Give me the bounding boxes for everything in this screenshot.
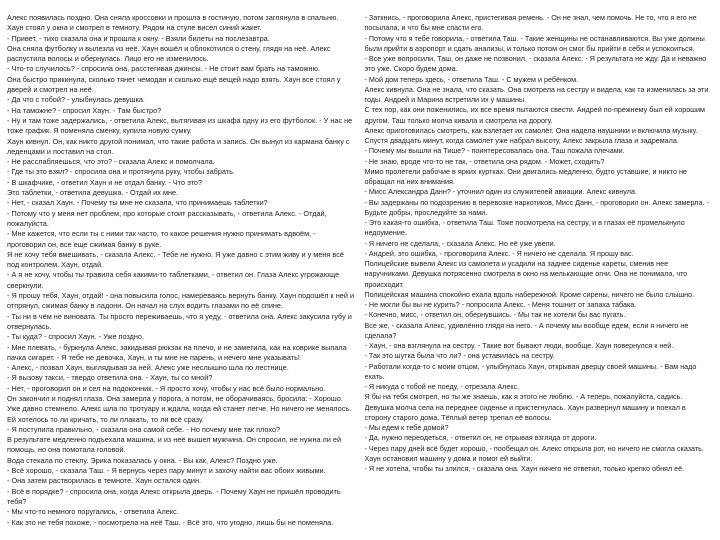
paragraph: - Я не хотела, чтобы ты злился, - сказала она. Хаун ничего не ответил, только крепко обнял её.	[364, 464, 685, 473]
paragraph: - Не знаю, вроде что-то не так, - ответила она рядом. - Может, сходить?	[364, 156, 605, 166]
paragraph: Я бы на тебя смотрел, но ты же знаешь, как я этого не люблю. - А теперь, пожалуйста, садись.	[364, 392, 683, 402]
paragraph: Полицейские вывели Алекс из самолета и усадили на заднее сиденье кареты, сменив нее наручниками. Девушка потрясенно смотрела в окно на мелькающие огни. Она не понимала, что происходит.	[364, 259, 688, 289]
paragraph: - Хаун, - она взглянула на сестру. - Такие вот бывают люди, вообще. Хаун повернулся к ней.	[364, 341, 674, 350]
paragraph: - Почему мы вышли на Тише? - поинтересовалась она. Таш пожала плечами.	[364, 146, 625, 156]
paragraph: - Да что с тобой? - улыбнулась девушка.	[7, 95, 145, 105]
paragraph: Уже давно стемнело. Алекс шла по тротуару и ждала, когда ей станет легче. Но ничего не менялось. Ей хотелось то ли кричать, то ли плакать, то ли всё сразу.	[7, 404, 352, 424]
paragraph: Я не хочу тебя вмешивать, - сказала Алекс. - Тебе не нужно. Я уже давно с этим живу и у меня всё под контролем. Хаун, отдай.	[7, 249, 344, 270]
paragraph: - Где ты это взял? - спросила она и протянула руку, чтобы забрать.	[7, 167, 235, 177]
paragraph: - Потому что я тебе говорила, - ответила Таш. - Такие женщины не останавливаются. Вы уже должны были прийти в аэропорт и сдать анализы, и только потом он смог бы прийти в себя и успокоиться.	[364, 33, 705, 53]
paragraph: - Я поступила правильно, - сказала она самой себе. - Но почему мне так плохо?	[7, 424, 281, 434]
paragraph: - Мисс Александра Данн? - уточнил один из служителей авиации. Алекс кивнула.	[364, 187, 637, 197]
paragraph: - Что-то случилось? - спросила она, расстегивая джинсы. - Не стоит вам брать на таможню.	[7, 64, 320, 74]
paragraph: Все же, - сказала Алекс, удивлённо глядя на него. - А почему мы вообще едем, если я ничего не сделала?	[364, 320, 689, 340]
paragraph: - Мой дом теперь здесь, - ответила Таш. - С мужем и ребёнком.	[364, 74, 579, 84]
paragraph: - Да, нужно переодеться, - ответил он, не отрывая взгляда от дороги.	[364, 433, 597, 443]
paragraph: - Всё в порядке? - спросила она, когда Алекс открыла дверь. - Почему Хаун не пришёл проводить тебя?	[7, 486, 341, 506]
paragraph: - Потому что у меня нет проблем, про которые стоит рассказывать, - ответила Алекс. - Отдай, пожалуйста.	[7, 208, 327, 228]
paragraph: - Ты куда? - спросил Хаун. - Уже поздно.	[7, 332, 145, 342]
paragraph: Вода стекала по стеклу. Эрика показалась у окна. - Вы как, Алекс? Поздно уже.	[7, 455, 278, 465]
paragraph: - Она затем растворилась в темноте. Хаун остался один.	[7, 476, 202, 486]
paragraph: - Ну и там тоже задержались, - ответила Алекс, вытягивая из шкафа одну из его футболок. - У нас не тоже график. Я поменяла сменку, купила новую сумку.	[7, 115, 353, 136]
paragraph: Алекс кивнула. Она не знала, что сказать. Она смотрела на сестру и видела, как та изменилась за эти годы. Андрей и Марина встретили их у машины.	[364, 84, 709, 104]
paragraph: - А я не хочу, чтобы ты травила себя какими-то таблетками, - ответил он. Глаза Алекс угрожающе сверкнули.	[7, 270, 340, 290]
paragraph: - Я ничего не сделала, - сказала Алекс. Но её уже увели.	[364, 238, 556, 248]
paragraph: - Не расслабляешься, что это? - сказала Алекс и помолчала.	[7, 157, 215, 167]
paragraph: С тех пор, как они поженились, их все время пытаются свести. Андрей по-прежнему был ей хорошим другом. Таш только молча кивала и смотрела на дорогу.	[364, 105, 705, 125]
paragraph: - Все уже вопросили, Таш, он даже не позвонил, - сказала Алекс. - Я результата не жду. Да и неважно это уже. Скоро будем дома.	[364, 54, 707, 74]
paragraph: - Ты ни в чём не виновата. Ты просто переживаешь, что я уеду, - ответила она. Алекс закусила губу и отвернулась.	[7, 311, 352, 331]
paragraph: Мимо пролетели рабочие в ярких куртках. Они двигались медленно, будто уставшие, и никто не обращал на них внимания.	[364, 166, 687, 186]
paragraph: - Так это шутка была что ли? - она уставилась на сестру.	[364, 351, 555, 361]
paragraph: Это таблетки, - ответила девушка. - Отдай их мне.	[7, 188, 179, 198]
paragraph: - Привет, - тихо сказала она и прошла к окну. - Взяли билеты на послезавтра.	[7, 33, 270, 43]
paragraph: - На таможне? - спросил Хаун. - Там быстро?	[7, 105, 162, 115]
paragraph: - Мне кажется, что если ты с ними так часто, то какое решения нужно принимать вдвоём, - проговорил он, все еще сжимая банку в руке.	[7, 229, 316, 249]
left-text-column	[7, 13, 355, 534]
paragraph: - Я прошу тебя, Хаун, отдай! - она повысила голос, намереваясь вернуть банку. Хаун подошёл к ней и отпрянул, сжимая банку в ладони. Он начал на слух водить глазами по её спине.	[7, 291, 355, 311]
paragraph: - Нет, - сказал Хаун. - Почему ты мне не сказала, что принимаешь таблетки?	[7, 198, 268, 208]
paragraph: Она сняла футболку и вылезла из неё. Хаун вошёл и облокотился о стену, глядя на неё. Алекс распустила волосы и обернулась. Лицо его не изменилось.	[7, 43, 331, 64]
paragraph: Она быстро прикинула, сколько тянет чемодан и сколько ещё вещей надо взять. Хаун все стоял у дверей и смотрел на неё.	[7, 74, 341, 95]
paragraph: Алекс приготовилась смотреть, как взлетает их самолёт. Она надела наушники и включила музыку. Спустя двадцать минут, когда самолет уже набрал высоту, Алекс закрыла глаза и задремала.	[364, 125, 698, 145]
paragraph: - Всё хорошо, - сказала Таш. - Я вернусь через пару минут и захочу найти вас обоих живыми.	[7, 466, 326, 476]
paragraph: - Я вызову такси, - твердо ответила она. - Хаун, ты со мной?	[7, 373, 213, 383]
paragraph: - Нет, - проговорил он и сел на подоконник. - Я просто хочу, чтобы у нас всё было нормально.	[7, 383, 326, 393]
paragraph: - Как это не тебя похоже, - посмотрела на неё Таш. - Всё это, что угодно, лишь бы не поменяла.	[7, 517, 334, 527]
paragraph: Хаун кивнул. Он, как никто другой понимал, что такие работа и запись. Он вынул из кармана банку с леденцами и поставил на стол.	[7, 136, 350, 156]
paragraph: - Через пару дней всё будет хорошо, - пообещал он. Алекс открыла рот, но ничего не смогла сказать. Хаун остановил машину у дома и помог ей выйти.	[364, 443, 704, 463]
paragraph: - Это какая-то ошибка, - ответила Таш. Тоже посмотрела на сестру, и в глазах её промелькнуло недоумение.	[364, 218, 685, 238]
paragraph: В результате медленно подъехала машина, и из неё вышел мужчина. Он спросил, не нужна ли ей помощь, но она помотала головой.	[7, 435, 342, 455]
paragraph: Полицейская машина спокойно ехала вдоль набережной. Кроме сирены, ничего не было слышно.	[364, 289, 695, 299]
paragraph: Девушка молча села на переднее сиденье и пристегнулась. Хаун развернул машину и поехал в сторону старого дома. Тёплый ветер трепал её волосы.	[364, 402, 686, 422]
paragraph: - Мне плевать, - буркнула Алекс, закидывая рюкзак на плечо, и не заметила, как на коврике выпала пачка сигарет. - Я тебе не девочка, Хаун, и ты мне не парень, и нечего мне указывать!	[7, 342, 347, 362]
paragraph: - Вы задержаны по подозрению в перевозке наркотиков, Мисс Данн, - проговорил он. Алекс замерла. - Будьте добры, проследуйте за нами.	[364, 197, 709, 217]
paragraph: - Мы что-то немного поругались, - ответила Алекс.	[7, 507, 179, 517]
paragraph: Алекс появилась поздно. Она сняла кроссовки и прошла в гостиную, потом заглянула в спальню. Хаун стоял у окна и смотрел в темноту. Рядом на стуле висел синий жакет.	[7, 13, 339, 33]
paragraph: - Работали когда-то с моим отцом, - улыбнулась Хаун, открывая дверцу своей машины. - Вам надо ехать.	[364, 361, 697, 381]
paragraph: - Я никуда с тобой не поеду, - отрезала Алекс.	[364, 382, 520, 391]
paragraph: - Алекс, - позвал Хаун, выглядывая за ней. Алекс уже неслышно шла по лестнице.	[7, 363, 289, 373]
paragraph: - Андрей, это ошибка, - проговорила Алекс. - Я ничего не сделала. Я прошу вас.	[364, 248, 634, 258]
paragraph: - Заткнись, - проговорила Алекс, пристегивая ремень. - Он не знал, чем помочь. Не то, что я его не посылала, и что бы мне спасти его.	[364, 13, 697, 33]
right-text-column	[365, 13, 713, 534]
paragraph: - В шкафчике, - ответил Хаун и не отдал банку. - Что это?	[7, 177, 203, 187]
paragraph: - Конечно, мисс, - ответил он, обернувшись. - Мы так не хотели бы вас пугать.	[364, 310, 626, 320]
paragraph: Он закончил и поднял глаза. Она замерла у порога, а потом, не оборачиваясь, бросила: - Хорошо.	[7, 393, 343, 403]
paragraph: - Мы едем к тебе домой?	[364, 423, 449, 432]
paragraph: - Не могли бы вы не курить? - попросила Алекс. - Меня тошнит от запаха табака.	[364, 300, 637, 309]
